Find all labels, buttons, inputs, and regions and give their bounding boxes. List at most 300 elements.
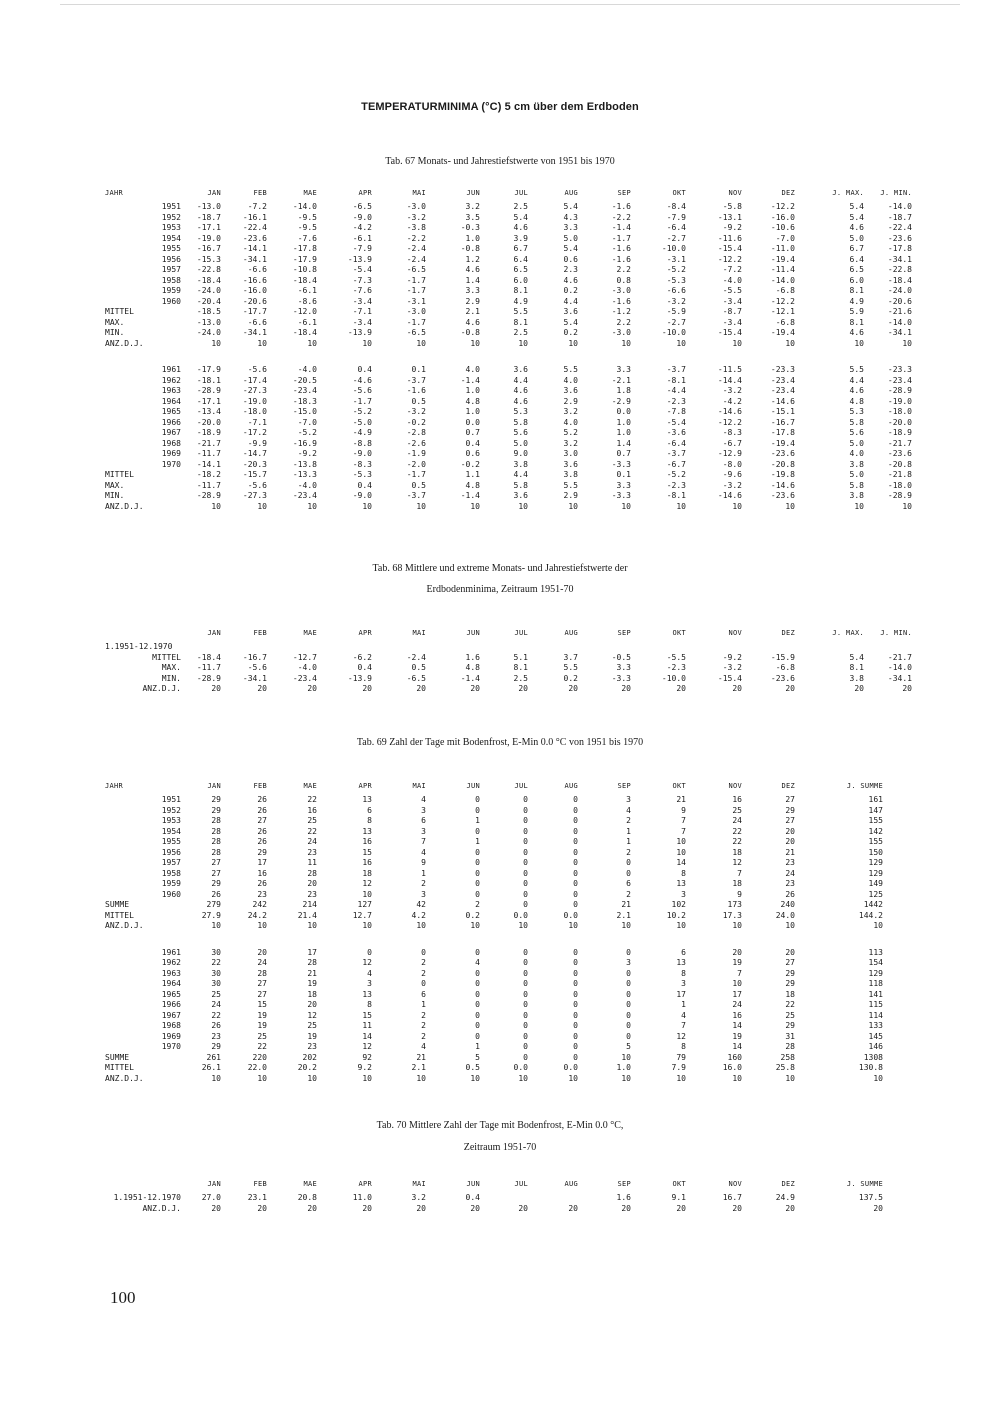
table-row [105, 1063, 883, 1074]
table-row [105, 911, 883, 922]
table-cell: -3.4 [722, 317, 742, 327]
table-cell: 3 [681, 889, 686, 899]
table-cell: -3.0 [611, 328, 631, 337]
table-row [105, 213, 912, 224]
table-cell: 150 [868, 847, 883, 857]
table-row [105, 816, 883, 827]
table-cell: -23.4 [292, 673, 317, 683]
table-cell: 141 [868, 989, 883, 999]
table-cell: -1.6 [611, 202, 631, 211]
table-cell: 24 [257, 958, 267, 967]
table-cell: -13.9 [347, 254, 372, 264]
table-cell: -14.6 [770, 396, 795, 406]
table-cell: 0 [523, 1000, 528, 1009]
table-cell: 0.4 [357, 480, 372, 490]
table-cell: 1308 [863, 1052, 883, 1062]
table-cell: -18.5 [196, 307, 221, 316]
table-cell: 0 [573, 816, 578, 825]
table-cell: 16 [732, 795, 742, 804]
table-row [105, 202, 912, 213]
table-row [105, 979, 883, 990]
table-cell: 0 [573, 847, 578, 857]
table-cell: 1 [475, 1042, 480, 1051]
table-cell: -23.6 [887, 449, 912, 458]
table-cell: -13.9 [347, 673, 372, 683]
table-cell: 11 [307, 858, 317, 867]
table-cell: 0 [573, 1000, 578, 1009]
table-cell: 1.0 [465, 386, 480, 395]
table-row [105, 969, 883, 980]
row-label: 1965 [161, 407, 181, 416]
column-header: FEB [253, 189, 267, 197]
period-row [105, 642, 912, 653]
table-cell: 4.3 [563, 212, 578, 222]
column-header: AUG [564, 629, 578, 637]
table-cell: 154 [868, 958, 883, 967]
table-cell: -27.3 [242, 386, 267, 395]
table-cell: 4 [421, 847, 426, 857]
table-row [105, 1204, 883, 1215]
table-cell: 10 [732, 501, 742, 511]
table-cell: 130.8 [858, 1063, 883, 1072]
table-cell: 10 [676, 501, 686, 511]
table-cell: 0.6 [563, 254, 578, 264]
table-cell: 10 [785, 921, 795, 930]
column-header: SEP [617, 1180, 631, 1188]
table-cell: -20.0 [887, 417, 912, 427]
column-header: APR [358, 1180, 372, 1188]
table-cell: 3 [367, 979, 372, 988]
table-cell: 0.0 [513, 910, 528, 920]
table-cell: 10 [621, 921, 631, 930]
tab70-table [105, 1175, 883, 1214]
table-cell: -20.6 [242, 296, 267, 306]
row-label: 1952 [161, 212, 181, 222]
column-header: DEZ [781, 1180, 795, 1188]
row-label: ANZ.D.J. [105, 338, 144, 348]
table-cell: -3.7 [406, 491, 426, 500]
table-cell: -12.2 [770, 202, 795, 211]
table-cell: 13 [362, 826, 372, 836]
table-cell: 24.9 [775, 1193, 795, 1202]
table-cell: 5 [626, 1042, 631, 1051]
table-cell: 10 [568, 1073, 578, 1083]
table-cell: 6 [421, 989, 426, 999]
table-cell: 0 [421, 947, 426, 957]
table-cell: -20.8 [770, 459, 795, 469]
table-cell: 26 [785, 889, 795, 899]
table-cell: -5.6 [247, 663, 267, 672]
table-cell: 3.2 [465, 202, 480, 211]
table-cell: 20 [621, 684, 631, 693]
table-cell: 7 [737, 868, 742, 878]
table-cell: 10 [211, 338, 221, 348]
table-cell: 4 [367, 968, 372, 978]
table-cell: -6.2 [352, 652, 372, 662]
table-cell: -5.6 [247, 365, 267, 374]
header-row [105, 1175, 883, 1193]
table-cell: 1.0 [465, 407, 480, 416]
column-header: MAI [412, 1180, 426, 1188]
column-header [105, 1175, 181, 1193]
table-cell: -23.6 [770, 673, 795, 683]
tab68-caption-line2: Erdbodenminima, Zeitraum 1951-70 [426, 584, 574, 595]
table-cell: 8.1 [513, 663, 528, 672]
column-header: SEP [617, 629, 631, 637]
table-cell: -7.1 [352, 307, 372, 316]
table-cell: -11.0 [770, 244, 795, 253]
table-cell: 25 [211, 989, 221, 999]
table-cell: -3.4 [352, 296, 372, 306]
table-cell: -16.9 [292, 438, 317, 448]
table-cell: -4.2 [352, 223, 372, 232]
table-cell: 28 [785, 1042, 795, 1051]
table-cell: 0 [475, 858, 480, 867]
table-cell: 10 [621, 501, 631, 511]
table-cell: 12 [307, 1010, 317, 1020]
table-cell: -6.5 [406, 265, 426, 274]
column-header: OKT [672, 782, 686, 790]
table-cell: 0 [367, 947, 372, 957]
table-cell: 25 [307, 1021, 317, 1030]
tab70-caption-line2: Zeitraum 1951-70 [463, 1142, 537, 1153]
table-cell: -1.7 [406, 470, 426, 479]
table-cell: 30 [211, 979, 221, 988]
table-cell: -8.1 [666, 375, 686, 385]
table-cell: 0 [626, 947, 631, 957]
column-header: MAE [303, 782, 317, 790]
table-cell: 3.6 [513, 365, 528, 374]
table-cell: -15.7 [242, 470, 267, 479]
table-cell: 9.0 [513, 449, 528, 458]
table-cell: -23.6 [887, 233, 912, 243]
table-cell: 2.1 [465, 307, 480, 316]
table-cell: -23.4 [770, 375, 795, 385]
table-cell: 0.2 [563, 328, 578, 337]
row-label: 1964 [161, 979, 181, 988]
table-cell: 28 [307, 958, 317, 967]
table-cell: 14 [676, 858, 686, 867]
table-row [105, 1011, 883, 1022]
row-label: 1968 [161, 438, 181, 448]
column-header: J. MIN. [880, 189, 912, 197]
table-cell: 214 [302, 900, 317, 909]
table-cell: 4.6 [849, 328, 864, 337]
table-cell: 15 [362, 847, 372, 857]
table-cell: 5.0 [849, 233, 864, 243]
table-cell: 4.9 [513, 296, 528, 306]
table-cell: -24.0 [196, 328, 221, 337]
table-cell: 0 [573, 979, 578, 988]
table-cell: 10 [732, 1073, 742, 1083]
table-cell: -3.2 [406, 212, 426, 222]
table-cell: 0.4 [465, 438, 480, 448]
table-cell: 26 [257, 795, 267, 804]
table-row [105, 837, 883, 848]
table-cell: -0.8 [460, 328, 480, 337]
table-cell: 0 [475, 968, 480, 978]
table-cell: -0.2 [460, 459, 480, 469]
table-cell: -3.1 [406, 296, 426, 306]
table-cell: 6.5 [849, 265, 864, 274]
table-cell: -15.4 [717, 673, 742, 683]
header-row [105, 624, 912, 642]
table-cell: 16 [362, 837, 372, 846]
table-cell: 0 [475, 868, 480, 878]
table-cell: -8.1 [666, 491, 686, 500]
table-cell: -5.5 [722, 286, 742, 295]
table-cell: 0 [573, 837, 578, 846]
table-cell: 12 [362, 1042, 372, 1051]
table-cell: 16 [732, 1010, 742, 1020]
table-cell: 5.4 [849, 202, 864, 211]
table-cell: -5.5 [666, 652, 686, 662]
table-cell: 5.4 [563, 244, 578, 253]
table-cell: -4.0 [297, 480, 317, 490]
table-cell: 26 [257, 837, 267, 846]
table-cell: 5.0 [513, 438, 528, 448]
table-cell: 5.1 [513, 652, 528, 662]
table-cell: 145 [868, 1031, 883, 1041]
table-cell: 31 [785, 1031, 795, 1041]
table-cell: 1.2 [465, 254, 480, 264]
row-label: 1.1951-12.1970 [113, 1193, 181, 1202]
table-cell: 1442 [863, 900, 883, 909]
table-cell: 29 [211, 805, 221, 815]
table-cell: 0 [475, 847, 480, 857]
table-cell: -1.9 [406, 449, 426, 458]
table-cell: 26 [257, 826, 267, 836]
table-cell: -18.7 [196, 212, 221, 222]
table-cell: 27 [257, 979, 267, 988]
column-header: SEP [617, 782, 631, 790]
table-cell: -10.6 [770, 223, 795, 232]
table-cell: -6.5 [352, 202, 372, 211]
table-row [105, 1021, 883, 1032]
table-cell: 10 [416, 1073, 426, 1083]
column-header: JUN [466, 782, 480, 790]
table-cell: 16.0 [722, 1063, 742, 1072]
table-cell: 27 [785, 816, 795, 825]
table-cell: 10 [902, 338, 912, 348]
table-cell: 0.1 [411, 365, 426, 374]
table-cell: -27.3 [242, 491, 267, 500]
table-cell: 10 [518, 921, 528, 930]
table-row [105, 449, 912, 460]
table-cell: 8.1 [513, 286, 528, 295]
table-cell: 102 [671, 900, 686, 909]
table-cell: 0 [626, 968, 631, 978]
row-label: MAX. [105, 480, 125, 490]
table-row [105, 1042, 883, 1053]
table-cell: -18.4 [196, 652, 221, 662]
column-header: FEB [253, 782, 267, 790]
table-cell: -34.1 [887, 673, 912, 683]
table-cell: 23 [785, 879, 795, 888]
table-cell: -6.7 [666, 459, 686, 469]
column-header: NOV [728, 782, 742, 790]
table-cell: 8.1 [513, 317, 528, 327]
table-cell: -13.0 [196, 317, 221, 327]
table-cell: -24.0 [887, 286, 912, 295]
table-cell: 29 [785, 968, 795, 978]
table-cell: 10 [873, 1073, 883, 1083]
table-cell: -3.2 [666, 296, 686, 306]
table-cell: 0 [475, 805, 480, 815]
table-cell: 24 [211, 1000, 221, 1009]
table-cell: -7.0 [297, 417, 317, 427]
table-cell: -17.2 [242, 428, 267, 437]
table-cell: 0 [626, 868, 631, 878]
table-cell: -3.7 [666, 365, 686, 374]
table-cell: 92 [362, 1052, 372, 1062]
table-cell: 10 [854, 501, 864, 511]
table-row [105, 848, 883, 859]
table-cell: 114 [868, 1010, 883, 1020]
table-cell: 0.7 [465, 428, 480, 437]
table-cell: -9.6 [722, 470, 742, 479]
table-cell: 0 [523, 868, 528, 878]
table-cell: 20 [568, 1203, 578, 1213]
column-header: NOV [728, 189, 742, 197]
table-cell: 10 [416, 338, 426, 348]
table-cell: 6 [367, 805, 372, 815]
table-cell: -18.4 [292, 328, 317, 337]
table-cell: 12 [362, 958, 372, 967]
table-cell: 11.0 [352, 1193, 372, 1202]
table-cell: 6.0 [849, 275, 864, 285]
table-cell: 0 [475, 1021, 480, 1030]
table-cell: -16.7 [196, 244, 221, 253]
table-cell: 4.4 [563, 296, 578, 306]
table-cell: -14.0 [770, 275, 795, 285]
table-cell: -1.6 [611, 296, 631, 306]
table-cell: 10 [362, 501, 372, 511]
table-cell: -6.8 [775, 286, 795, 295]
column-header: JUN [466, 189, 480, 197]
table-cell: 20 [732, 1203, 742, 1213]
table-cell: -6.1 [352, 233, 372, 243]
table-cell: 0 [523, 837, 528, 846]
table-cell: -19.4 [770, 438, 795, 448]
table-cell: 29 [785, 1021, 795, 1030]
table-cell: 1.0 [616, 1063, 631, 1072]
table-cell: 2.2 [616, 317, 631, 327]
table-cell: 20 [362, 684, 372, 693]
table-cell: 20 [732, 947, 742, 957]
table-cell: 20 [307, 684, 317, 693]
table-cell: 5.6 [849, 428, 864, 437]
table-cell: 3.8 [563, 470, 578, 479]
table-row [105, 418, 912, 429]
table-cell: 10 [518, 501, 528, 511]
table-cell: 129 [868, 868, 883, 878]
table-row [105, 428, 912, 439]
table-cell: 20 [568, 684, 578, 693]
table-cell: 0 [626, 979, 631, 988]
table-cell: 17 [257, 858, 267, 867]
table-cell: 24.2 [247, 910, 267, 920]
table-cell: -23.3 [887, 365, 912, 374]
table-cell: -1.6 [406, 386, 426, 395]
table-cell: 10 [307, 501, 317, 511]
table-row [105, 806, 883, 817]
table-cell: 20 [873, 1203, 883, 1213]
table-row [105, 407, 912, 418]
table-cell: 10 [518, 1073, 528, 1083]
table-cell: -11.4 [770, 265, 795, 274]
table-cell: 10 [854, 338, 864, 348]
table-cell: 4.0 [849, 449, 864, 458]
table-cell: -2.4 [406, 652, 426, 662]
table-cell: 0.0 [465, 417, 480, 427]
table-cell: -16.0 [242, 286, 267, 295]
table-cell: -7.1 [247, 417, 267, 427]
table-cell: 30 [211, 947, 221, 957]
table-cell: -19.0 [196, 233, 221, 243]
table-row [105, 397, 912, 408]
table-cell: 0 [475, 826, 480, 836]
row-label: 1960 [161, 296, 181, 306]
table-cell: 18 [732, 847, 742, 857]
table-cell: -1.7 [406, 286, 426, 295]
table-cell: 4.2 [411, 910, 426, 920]
row-label: 1963 [161, 968, 181, 978]
table-cell: 0.2 [465, 910, 480, 920]
table-cell: -28.9 [196, 673, 221, 683]
row-label: 1954 [161, 826, 181, 836]
table-cell: 5.0 [849, 470, 864, 479]
table-cell: 9.2 [357, 1063, 372, 1072]
table-cell: 10 [211, 921, 221, 930]
table-cell: -2.8 [406, 428, 426, 437]
table-cell: 21 [676, 795, 686, 804]
table-cell: -12.2 [717, 254, 742, 264]
table-cell: 5.0 [563, 233, 578, 243]
table-cell: 10 [362, 338, 372, 348]
table-cell: -14.1 [196, 459, 221, 469]
table-cell: 133 [868, 1021, 883, 1030]
column-header: JUN [466, 629, 480, 637]
table-cell: 3.7 [563, 652, 578, 662]
table-cell: 10 [211, 1073, 221, 1083]
table-cell: 4.8 [465, 663, 480, 672]
table-cell: -1.4 [460, 375, 480, 385]
table-cell: 0.5 [411, 480, 426, 490]
column-header: JAN [207, 782, 221, 790]
table-cell: 10 [518, 338, 528, 348]
table-cell: 4.6 [513, 386, 528, 395]
column-header [105, 624, 181, 642]
table-cell: 10 [470, 921, 480, 930]
table-cell: 42 [416, 900, 426, 909]
table-cell: 258 [780, 1052, 795, 1062]
column-header: OKT [672, 629, 686, 637]
tab67-caption: Tab. 67 Monats- und Jahrestiefstwerte von 1951 bis 1970 [385, 156, 615, 167]
table-cell: -3.6 [666, 428, 686, 437]
table-cell: 20 [854, 684, 864, 693]
table-cell: 18 [732, 879, 742, 888]
table-cell: -17.9 [196, 365, 221, 374]
table-cell: 3.3 [616, 663, 631, 672]
row-label: 1963 [161, 386, 181, 395]
column-header: J. MAX. [832, 629, 864, 637]
row-label: 1964 [161, 396, 181, 406]
column-header: JUL [514, 189, 528, 197]
table-cell: -9.5 [297, 223, 317, 232]
table-cell: 4.4 [513, 375, 528, 385]
spacer-row [105, 349, 912, 365]
